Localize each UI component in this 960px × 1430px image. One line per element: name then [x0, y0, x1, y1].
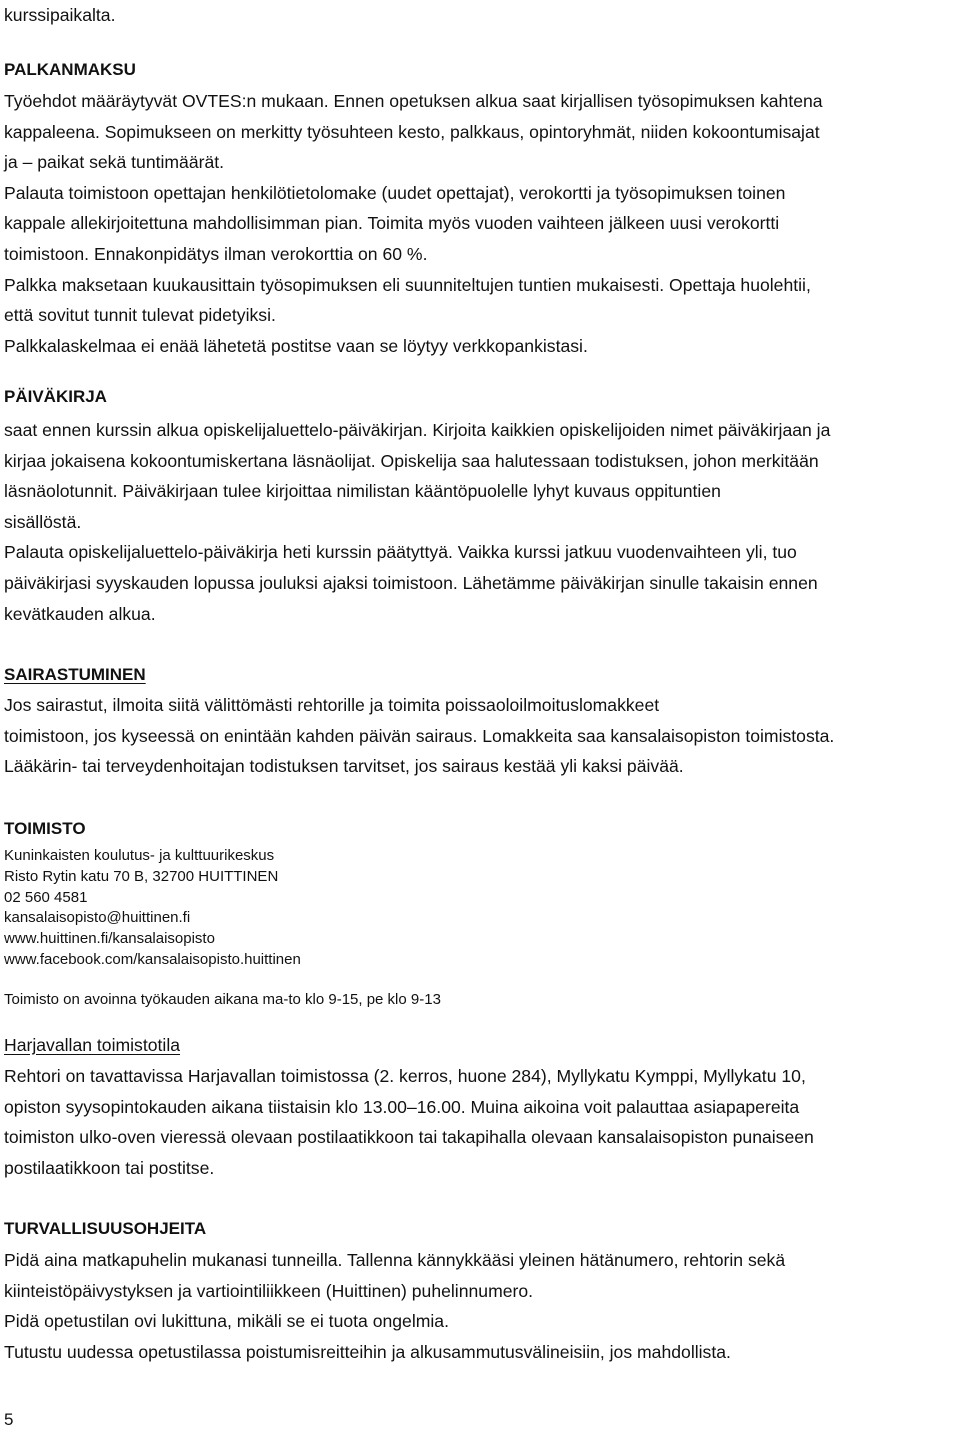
turvallisuus-body	[4, 1245, 956, 1367]
section-heading: PÄIVÄKIRJA	[4, 387, 107, 406]
text-line: päiväkirjasi syyskauden lopussa jouluksi ajaksi toimistoon. Lähetämme päiväkirjan sinulle takaisin ennen	[4, 572, 818, 593]
text-line: Lääkärin- tai terveydenhoitajan todistuksen tarvitset, jos sairaus kestää yli kaksi päivää.	[4, 756, 684, 777]
intro-tail	[4, 0, 956, 31]
text-line: toimistoon, jos kyseessä on enintään kahden päivän sairaus. Lomakkeita saa kansalaisopiston toimistosta.	[4, 725, 835, 746]
section-heading: TURVALLISUUSOHJEITA	[4, 1219, 207, 1238]
text-line: Palkka maksetaan kuukausittain työsopimuksen eli suunniteltujen tuntien mukaisesti. Opettaja huolehtii,	[4, 274, 811, 295]
text-line: kurssipaikalta.	[4, 5, 116, 25]
section-heading: Harjavallan toimistotila	[4, 1035, 181, 1055]
text-line: läsnäolotunnit. Päiväkirjaan tulee kirjoittaa nimilistan kääntöpuolelle lyhyt kuvaus oppituntien	[4, 481, 721, 502]
section-turvallisuus	[4, 1217, 956, 1241]
toimisto-contact	[4, 846, 956, 971]
text-line: Rehtori on tavattavissa Harjavallan toimistossa (2. kerros, huone 284), Myllykatu Kymppi, Myllykatu 10,	[4, 1066, 806, 1086]
text-line: Palkkalaskelmaa ei enää lähetetä postitse vaan se löytyy verkkopankistasi.	[4, 335, 588, 356]
text-line: Tutustu uudessa opetustilassa poistumisreitteihin ja alkusammutusvälineisiin, jos mahdollista.	[4, 1341, 731, 1362]
section-sairastuminen	[4, 663, 956, 687]
toimisto-hours	[4, 990, 956, 1011]
text-line: Palauta opiskelijaluettelo-päiväkirja heti kurssin päätyttyä. Vaikka kurssi jatkuu vuodenvaihteen yli, tuo	[4, 542, 797, 563]
text-line: saat ennen kurssin alkua opiskelijaluettelo-päiväkirjan. Kirjoita kaikkien opiskelijoiden nimet päiväkirjaan ja	[4, 420, 831, 440]
sairastuminen-body	[4, 690, 956, 782]
text-line: Jos sairastut, ilmoita siitä välittömästi rehtorille ja toimita poissaoloilmoituslomakkeet	[4, 695, 660, 715]
office-address: Risto Rytin katu 70 B, 32700 HUITTINEN	[4, 867, 279, 885]
text-line: postilaatikkoon tai postitse.	[4, 1157, 215, 1178]
text-line: kappaleena. Sopimukseen on merkitty työsuhteen kesto, palkkaus, opintoryhmät, niiden kokoontumisajat	[4, 121, 820, 142]
section-heading: SAIRASTUMINEN	[4, 665, 146, 684]
text-line: ja – paikat sekä tuntimäärät.	[4, 152, 225, 173]
office-phone: 02 560 4581	[4, 888, 88, 906]
office-email[interactable]: kansalaisopisto@huittinen.fi	[4, 909, 191, 927]
section-paivakirja	[4, 385, 956, 409]
office-name: Kuninkaisten koulutus- ja kulttuurikeskus	[4, 847, 275, 864]
text-line: Pidä opetustilan ovi lukittuna, mikäli se ei tuota ongelmia.	[4, 1311, 449, 1332]
text-line: että sovitut tunnit tulevat pidetyiksi.	[4, 305, 276, 326]
text-line: kiinteistöpäivystyksen ja vartiointiliikkeen (Huittinen) puhelinnumero.	[4, 1280, 534, 1301]
text-line: Työehdot määräytyvät OVTES:n mukaan. Ennen opetuksen alkua saat kirjallisen työsopimuksen kahtena	[4, 91, 823, 111]
text-line: Pidä aina matkapuhelin mukanasi tunneilla. Tallenna kännykkääsi yleinen hätänumero, rehtorin sekä	[4, 1250, 786, 1270]
office-facebook[interactable]: www.facebook.com/kansalaisopisto.huittinen	[4, 950, 301, 968]
section-heading: TOIMISTO	[4, 819, 86, 838]
text-line: kevätkauden alkua.	[4, 603, 156, 624]
text-line: opiston syysopintokauden aikana tiistaisin klo 13.00–16.00. Muina aikoina voit palauttaa asiapapereita	[4, 1096, 800, 1117]
paivakirja-body	[4, 415, 956, 629]
text-line: Palauta toimistoon opettajan henkilötietolomake (uudet opettajat), verokortti ja työsopimuksen toinen	[4, 182, 786, 203]
harjavalta-body	[4, 1061, 956, 1183]
section-toimisto	[4, 817, 956, 841]
text-line: kappale allekirjoitettuna mahdollisimman pian. Toimita myös vuoden vaihteen jälkeen uusi verokortti	[4, 213, 780, 234]
office-hours: Toimisto on avoinna työkauden aikana ma-to klo 9-15, pe klo 9-13	[4, 991, 441, 1008]
office-website[interactable]: www.huittinen.fi/kansalaisopisto	[4, 930, 215, 948]
palkanmaksu-body	[4, 86, 956, 361]
text-line: toimiston ulko-oven vieressä olevaan postilaatikkoon tai takapihalla olevaan kansalaisopiston punaiseen	[4, 1127, 814, 1148]
section-heading: PALKANMAKSU	[4, 60, 136, 79]
section-palkanmaksu	[4, 58, 956, 82]
text-line: kirjaa jokaisena kokoontumiskertana läsnäolijat. Opiskelija saa halutessaan todistuksen, johon merkitään	[4, 450, 819, 471]
text-line: sisällöstä.	[4, 511, 82, 532]
section-harjavalta	[4, 1030, 956, 1061]
text-line: toimistoon. Ennakonpidätys ilman verokorttia on 60 %.	[4, 243, 428, 264]
page-number: 5	[4, 1410, 14, 1429]
